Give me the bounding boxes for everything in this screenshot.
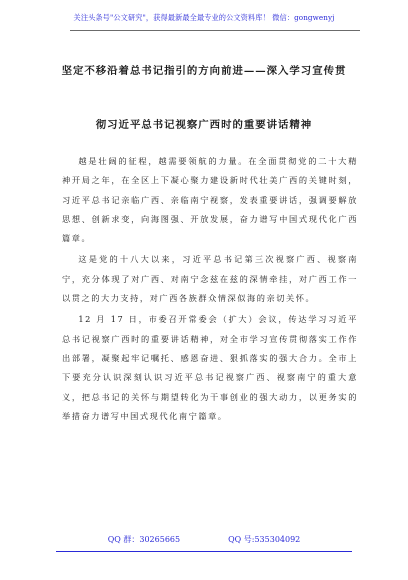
- header-promo-note: 关注头条号"公文研究"，获得最新最全最专业的公文资料库！ 微信：gongwenyj: [73, 13, 335, 22]
- footer-contact: [0, 534, 408, 545]
- document-subtitle: 彻习近平总书记视察广西时的重要讲话精神: [95, 119, 313, 131]
- footer-qq-number: QQ 号:535304092: [228, 535, 301, 544]
- footer-divider: [56, 551, 352, 552]
- header-divider: [70, 30, 360, 31]
- footer-qq-group: QQ 群：30265665: [107, 535, 181, 544]
- body-paragraph: 这是党的十八大以来，习近平总书记第三次视察广西、视察南宁，充分体现了对广西、对南宁念兹在兹的深情牵挂，对广西工作一以贯之的大力支持，对广西各族群众情深似海的亲切关怀。: [62, 254, 358, 304]
- body-paragraph: 越是壮阔的征程，越需要领航的力量。在全面贯彻党的二十大精神开局之年，在全区上下凝心聚力建设新时代壮美广西的关键时刻，习近平总书记亲临广西、亲临南宁视察，发表重要讲话，强调要解放思想、创新求变，向海图强、开放发展，奋力谱写中国式现代化广西篇章。: [62, 156, 358, 244]
- document-body: [62, 152, 358, 428]
- body-paragraph: 12 月 17 日，市委召开常委会（扩大）会议，传达学习习近平总书记视察广西时的重要讲话精神，对全市学习宣传贯彻落实工作作出部署，凝聚起牢记嘱托、感恩奋进、狠抓落实的强大合力。全市上下要充分认识深刻认识习近平总书记视察广西、视察南宁的重大意义，把总书记的关怀与期望转化为干事创业的强大动力，以更务实的举措奋力谱写中国式现代化南宁篇章。: [62, 314, 358, 421]
- document-title: 坚定不移沿着总书记指引的方向前进——深入学习宣传贯: [61, 65, 347, 77]
